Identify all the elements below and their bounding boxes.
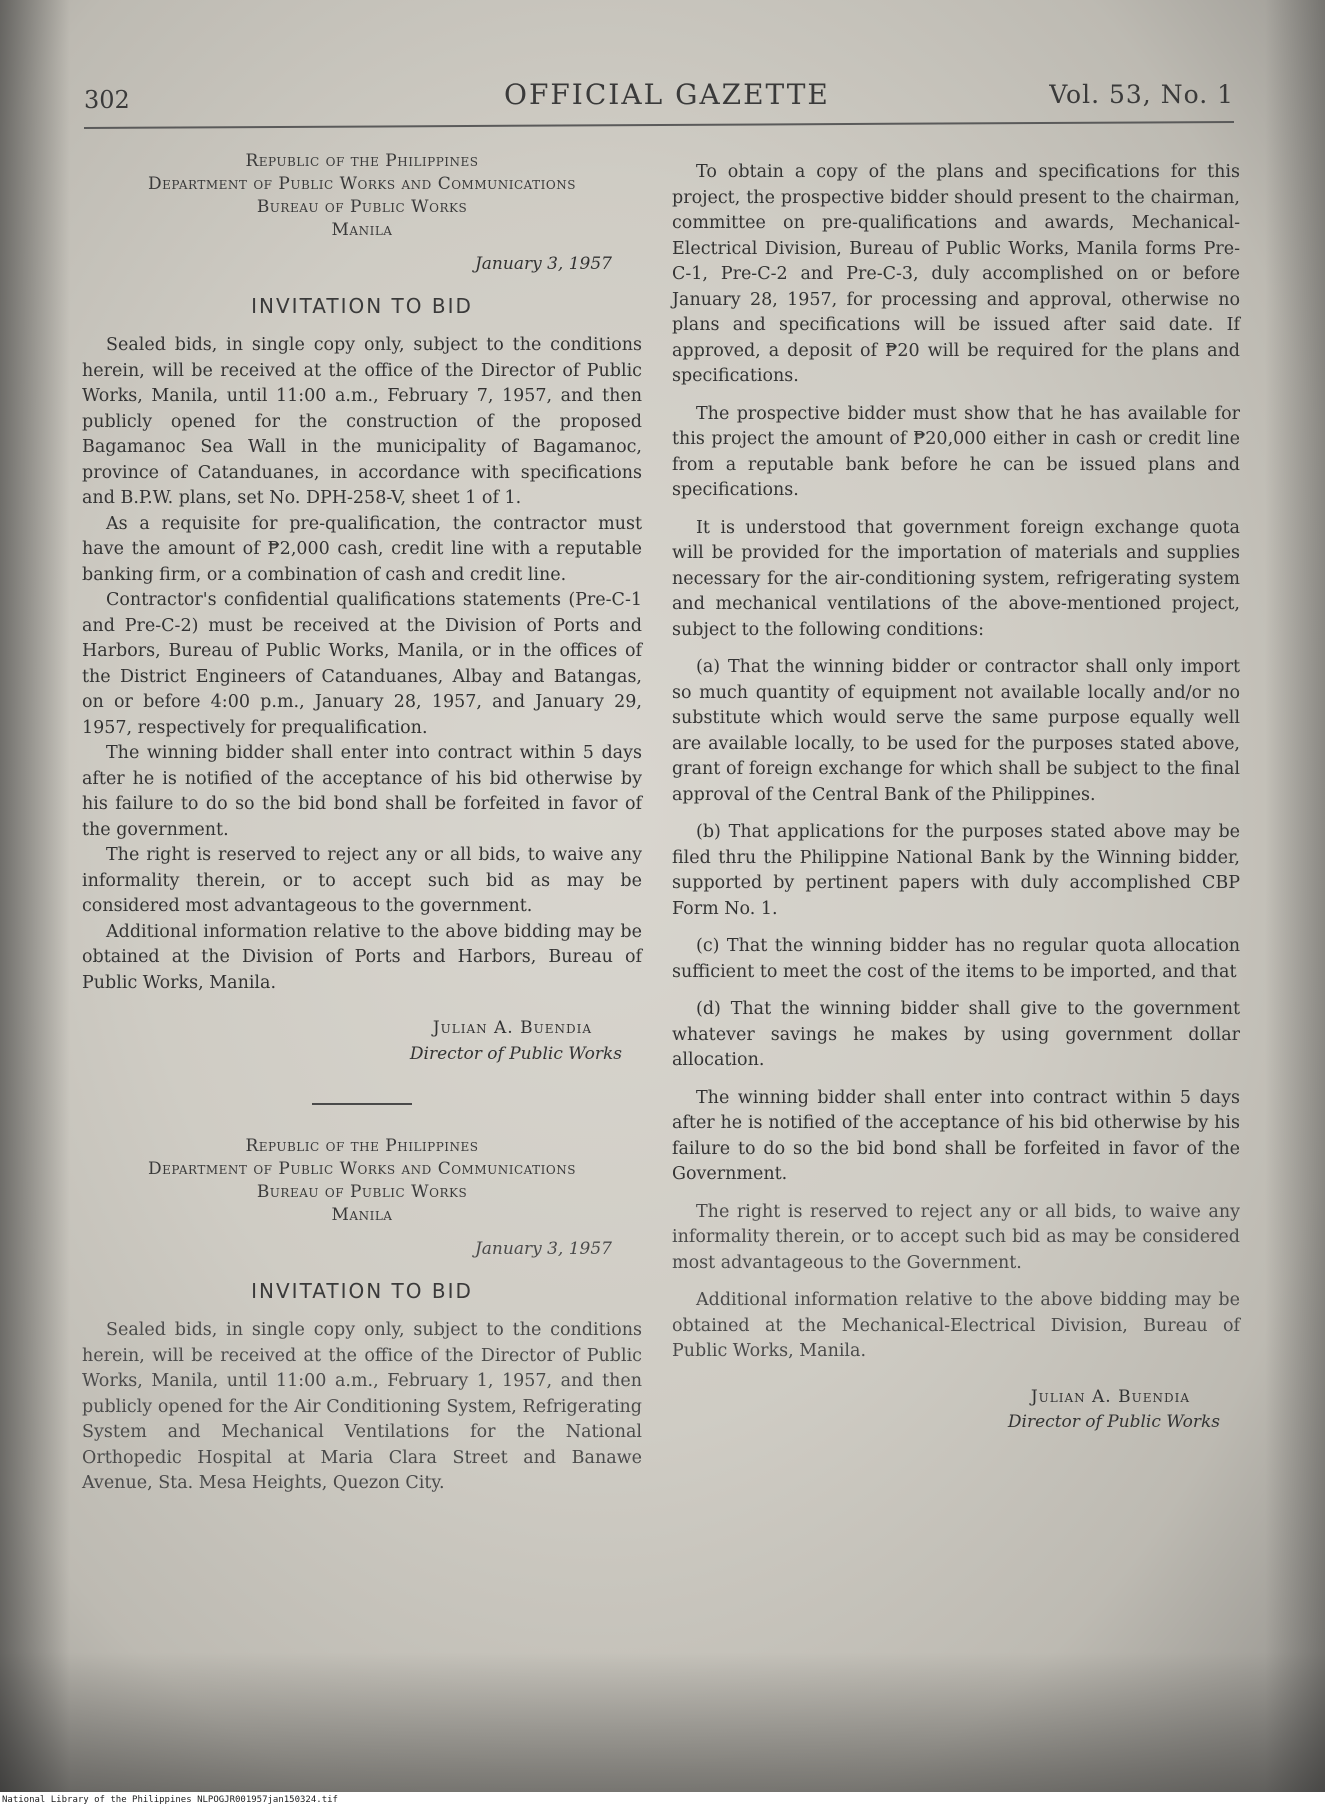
paragraph: Contractor's confidential qualifications statements (Pre-C-1 and Pre-C-2) must be received at the Division of Ports and Harbors, Bureau of Public Works, Manila, or in the offices of the District Engineers of Catanduanes, Albay and Batangas, on or before 4:00 p.m., January 28, 1957, and January 29, 1957, respectively for prequalification.: [82, 590, 642, 738]
org-line: Bureau of Public Works: [256, 1182, 468, 1202]
header-rule: [84, 121, 1234, 129]
paragraph: (b) That applications for the purposes stated above may be filed thru the Philippine National Bank by the Winning bidder, supported by pertinent papers with duly accomplished CBP Form No. 1.: [672, 822, 1240, 919]
paragraph: (d) That the winning bidder shall give to the government whatever savings he makes by using government dollar allocation.: [672, 999, 1240, 1070]
scan-shadow-right: [1265, 0, 1325, 1792]
source-caption: National Library of the Philippines NLPOGJR001957jan150324.tif: [2, 1795, 338, 1805]
org-line: Department of Public Works and Communications: [148, 1159, 576, 1179]
signature-name: Julian A. Buendia: [432, 1018, 592, 1038]
paragraph: Additional information relative to the above bidding may be obtained at the Division of Ports and Harbors, Bureau of Public Works, Manila.: [82, 921, 642, 993]
notice-title: INVITATION TO BID: [251, 1278, 473, 1303]
paragraph: Sealed bids, in single copy only, subject to the conditions herein, will be received at the office of the Director of Public Works, Manila, until 11:00 a.m., February 7, 1957, and then publicly opened for the construction of the proposed Bagamanoc Sea Wall in the municipality of Bagamanoc, province of Catanduanes, in accordance with specifications and B.P.W. plans, set No. DPH-258-V, sheet 1 of 1.: [82, 335, 642, 508]
paragraph: The right is reserved to reject any or all bids, to waive any informality therein, or to accept such bid as may be considered most advantageous to the government.: [82, 845, 642, 916]
notice-2-start: [82, 1135, 642, 1497]
notice-title: INVITATION TO BID: [251, 293, 473, 318]
volume-number: Vol. 53, No. 1: [1049, 80, 1234, 109]
signature-title: Director of Public Works: [1007, 1412, 1220, 1432]
paragraph: The winning bidder shall enter into contract within 5 days after he is notified of the acceptance of his bid otherwise by his failure to do so the bid bond shall be forfeited in favor of the Government.: [672, 1087, 1240, 1184]
scan-shadow-left: [0, 0, 70, 1792]
org-line: Republic of the Philippines: [245, 151, 479, 171]
notice-divider: [312, 1103, 412, 1105]
notice-1: [82, 150, 642, 1067]
running-header: [84, 78, 1234, 118]
org-line: Bureau of Public Works: [256, 197, 468, 217]
paragraph: It is understood that government foreign exchange quota will be provided for the importation of materials and supplies necessary for the air-conditioning system, refrigerating system and mechanical ventilations of the above-mentioned project, subject to the following conditions:: [672, 517, 1240, 640]
right-column: [672, 148, 1240, 1436]
paragraph: As a requisite for pre-qualification, the contractor must have the amount of ₱2,000 cash, credit line with a reputable banking firm, or a combination of cash and credit line.: [82, 513, 642, 585]
signature-title: Director of Public Works: [409, 1043, 622, 1064]
notice-date: January 3, 1957: [474, 1239, 612, 1259]
left-column: [82, 150, 642, 1497]
paragraph: To obtain a copy of the plans and specifications for this project, the prospective bidder should present to the chairman, committee on pre-qualifications and awards, Mechanical-Electrical Division, Bureau of Public Works, Manila forms Pre-C-1, Pre-C-2 and Pre-C-3, duly accomplished on or before January 28, 1957, for processing and approval, otherwise no plans and specifications will be issued after said date. If approved, a deposit of ₱20 will be required for the plans and specifications.: [672, 162, 1240, 386]
paragraph: (c) That the winning bidder has no regular quota allocation sufficient to meet the cost of the items to be imported, and that: [672, 936, 1240, 982]
paragraph: The right is reserved to reject any or all bids, to waive any informality therein, or to accept such bid as may be considered most advantageous to the Government.: [672, 1201, 1240, 1273]
org-line: Manila: [331, 220, 393, 240]
page-number: 302: [84, 86, 130, 114]
paragraph: Additional information relative to the above bidding may be obtained at the Mechanical-Electrical Division, Bureau of Public Works, Manila.: [672, 1290, 1240, 1361]
paragraph: Sealed bids, in single copy only, subject to the conditions herein, will be received at the office of the Director of Public Works, Manila, until 11:00 a.m., February 1, 1957, and then publicly opened for the Air Conditioning System, Refrigerating System and Mechanical Ventilations for the National Orthopedic Hospital at Maria Clara Street and Banawe Avenue, Sta. Mesa Heights, Quezon City.: [82, 1320, 642, 1493]
paragraph: (a) That the winning bidder or contractor shall only import so much quantity of equipment not available locally and/or no substitute which would serve the same purpose equally well are available locally, to be used for the purposes stated above, grant of foreign exchange for which shall be subject to the final approval of the Central Bank of the Philippines.: [672, 657, 1240, 805]
publication-title: OFFICIAL GAZETTE: [504, 78, 830, 111]
notice-date: January 3, 1957: [474, 254, 612, 274]
scan-shadow-bottom: [0, 1652, 1325, 1792]
org-line: Department of Public Works and Communications: [148, 174, 576, 194]
org-line: Manila: [331, 1205, 393, 1225]
signature-name: Julian A. Buendia: [1030, 1386, 1190, 1407]
paragraph: The winning bidder shall enter into contract within 5 days after he is notified of the acceptance of his bid otherwise by his failure to do so the bid bond shall be forfeited in favor of the government.: [82, 743, 642, 840]
org-line: Republic of the Philippines: [245, 1136, 479, 1156]
paragraph: The prospective bidder must show that he has available for this project the amount of ₱20,000 either in cash or credit line from a reputable bank before he can be issued plans and specifications.: [672, 403, 1240, 500]
